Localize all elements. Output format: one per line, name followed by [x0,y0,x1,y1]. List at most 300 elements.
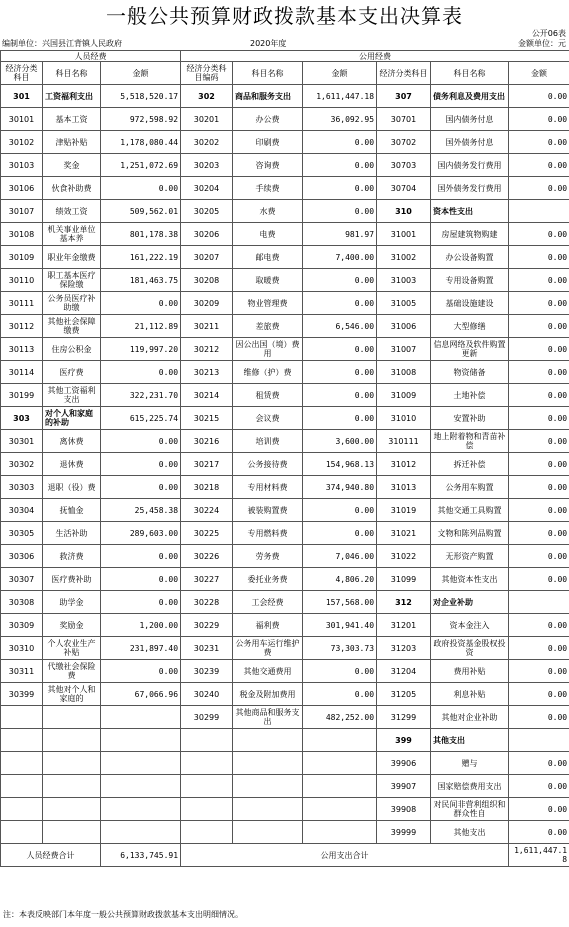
item-name: 其他交通费用 [233,660,303,683]
item-amount: 0.00 [509,614,569,637]
item-amount: 0.00 [509,292,569,315]
item-code: 31002 [377,246,431,269]
item-name: 专用材料费 [233,476,303,499]
item-code: 30240 [181,683,233,706]
item-code [181,798,233,821]
table-row [1,798,569,821]
item-amount: 0.00 [303,407,377,430]
item-name: 物资储备 [431,361,509,384]
item-name: 生活补助 [43,522,101,545]
item-name: 工会经费 [233,591,303,614]
item-name: 救济费 [43,545,101,568]
item-amount: 0.00 [509,269,569,292]
item-amount: 0.00 [509,223,569,246]
table-row [1,315,569,338]
item-code: 30702 [377,131,431,154]
item-amount: 0.00 [509,476,569,499]
item-code: 39907 [377,775,431,798]
col-name: 科目名称 [43,62,101,85]
item-code: 30212 [181,338,233,361]
item-name [233,798,303,821]
item-code: 30206 [181,223,233,246]
item-code: 303 [1,407,43,430]
item-amount: 0.00 [303,338,377,361]
item-code: 30227 [181,568,233,591]
item-name: 国外债务发行费用 [431,177,509,200]
item-amount: 289,603.00 [101,522,181,545]
item-name [43,798,101,821]
item-name: 绩效工资 [43,200,101,223]
item-amount: 0.00 [509,522,569,545]
item-code: 31013 [377,476,431,499]
item-code: 30199 [1,384,43,407]
item-code: 31001 [377,223,431,246]
item-amount: 0.00 [509,407,569,430]
col-code: 经济分类科目编码 [181,62,233,85]
item-amount: 801,178.38 [101,223,181,246]
table-row [1,752,569,775]
item-amount: 0.00 [509,177,569,200]
item-code [181,821,233,844]
item-code: 30701 [377,108,431,131]
item-code: 302 [181,85,233,108]
item-amount: 0.00 [509,637,569,660]
item-amount [509,591,569,614]
item-amount: 509,562.01 [101,200,181,223]
table-row [1,706,569,729]
item-amount: 0.00 [101,591,181,614]
item-code: 30216 [181,430,233,453]
item-code: 30703 [377,154,431,177]
item-amount: 0.00 [101,545,181,568]
table-row [1,177,569,200]
item-amount: 6,546.00 [303,315,377,338]
item-code [1,706,43,729]
item-code: 31019 [377,499,431,522]
item-code: 30215 [181,407,233,430]
item-code: 30225 [181,522,233,545]
item-amount: 0.00 [509,154,569,177]
item-name: 手续费 [233,177,303,200]
item-code [1,729,43,752]
item-code: 30202 [181,131,233,154]
item-name: 政府投资基金股权投资 [431,637,509,660]
item-name: 国内债务付息 [431,108,509,131]
item-amount: 0.00 [101,292,181,315]
item-code: 399 [377,729,431,752]
item-code: 312 [377,591,431,614]
item-code: 31009 [377,384,431,407]
item-name [43,752,101,775]
item-name: 退职（役）费 [43,476,101,499]
item-name: 赠与 [431,752,509,775]
table-row [1,154,569,177]
item-name: 文物和陈列品购置 [431,522,509,545]
public-total-label: 公用支出合计 [181,844,509,867]
item-amount: 0.00 [303,384,377,407]
item-name: 信息网络及软件购置更新 [431,338,509,361]
item-amount: 0.00 [509,315,569,338]
col-name: 科目名称 [233,62,303,85]
item-code: 30302 [1,453,43,476]
table-row [1,223,569,246]
item-amount [303,752,377,775]
table-body [1,85,569,844]
table-row [1,292,569,315]
item-name: 培训费 [233,430,303,453]
col-name: 科目名称 [431,62,509,85]
item-amount: 1,178,080.44 [101,131,181,154]
item-name: 专用设备购置 [431,269,509,292]
item-code: 30107 [1,200,43,223]
item-name: 个人农业生产补贴 [43,637,101,660]
item-amount: 0.00 [101,660,181,683]
item-name: 邮电费 [233,246,303,269]
item-name: 办公设备购置 [431,246,509,269]
item-name: 机关事业单位基本养 [43,223,101,246]
item-code: 30205 [181,200,233,223]
item-name: 基础设施建设 [431,292,509,315]
item-amount: 157,568.00 [303,591,377,614]
item-code: 30218 [181,476,233,499]
item-code: 39908 [377,798,431,821]
item-amount: 4,806.20 [303,568,377,591]
item-amount: 161,222.19 [101,246,181,269]
item-code: 30239 [181,660,233,683]
item-amount: 67,066.96 [101,683,181,706]
item-name [43,729,101,752]
item-amount: 0.00 [101,453,181,476]
item-amount: 73,303.73 [303,637,377,660]
table-row [1,85,569,108]
item-amount: 181,463.75 [101,269,181,292]
item-amount [509,200,569,223]
item-code: 31205 [377,683,431,706]
item-name: 抚恤金 [43,499,101,522]
item-amount: 0.00 [303,154,377,177]
public-header: 公用经费 [181,51,569,62]
item-name: 津贴补贴 [43,131,101,154]
item-amount: 0.00 [509,108,569,131]
item-amount: 322,231.70 [101,384,181,407]
item-amount: 0.00 [303,292,377,315]
item-code: 30201 [181,108,233,131]
table-row [1,361,569,384]
item-code: 30228 [181,591,233,614]
item-code: 30204 [181,177,233,200]
item-code: 30207 [181,246,233,269]
report-title: 一般公共预算财政拨款基本支出决算表 [106,4,463,28]
item-code: 31008 [377,361,431,384]
item-name: 大型修缮 [431,315,509,338]
item-code [1,752,43,775]
footnote: 注：本表反映部门本年度一般公共预算财政拨款基本支出明细情况。 [3,910,243,919]
col-amount: 金额 [509,62,569,85]
item-code: 39999 [377,821,431,844]
item-code: 30310 [1,637,43,660]
table-row [1,821,569,844]
item-amount: 0.00 [509,453,569,476]
item-amount [101,821,181,844]
item-code: 30231 [181,637,233,660]
item-name: 差旅费 [233,315,303,338]
item-amount: 0.00 [303,361,377,384]
item-amount: 981.97 [303,223,377,246]
item-name: 房屋建筑物购建 [431,223,509,246]
item-name: 公务接待费 [233,453,303,476]
col-code: 经济分类科目 [1,62,43,85]
item-name: 因公出国（境）费用 [233,338,303,361]
item-code: 30114 [1,361,43,384]
item-name: 土地补偿 [431,384,509,407]
item-name: 其他对企业补助 [431,706,509,729]
item-name: 被装购置费 [233,499,303,522]
item-name: 资本性支出 [431,200,509,223]
item-name: 办公费 [233,108,303,131]
item-code: 30101 [1,108,43,131]
item-amount: 0.00 [509,821,569,844]
col-code: 经济分类科目 [377,62,431,85]
item-code: 30213 [181,361,233,384]
item-code: 30113 [1,338,43,361]
table-row [1,683,569,706]
item-name: 奖励金 [43,614,101,637]
item-code: 30112 [1,315,43,338]
item-name: 福利费 [233,614,303,637]
item-code: 31005 [377,292,431,315]
table-row [1,269,569,292]
item-amount: 154,968.13 [303,453,377,476]
item-name: 专用燃料费 [233,522,303,545]
item-name: 电费 [233,223,303,246]
table-row [1,338,569,361]
item-name: 安置补助 [431,407,509,430]
item-name: 其他交通工具购置 [431,499,509,522]
item-amount: 0.00 [101,177,181,200]
item-code: 30224 [181,499,233,522]
item-name: 国外债务付息 [431,131,509,154]
item-code: 30301 [1,430,43,453]
item-amount: 0.00 [303,131,377,154]
item-code: 30305 [1,522,43,545]
item-name: 奖金 [43,154,101,177]
item-amount: 1,611,447.18 [303,85,377,108]
item-name: 税金及附加费用 [233,683,303,706]
item-name: 医疗费 [43,361,101,384]
item-amount [101,798,181,821]
item-amount: 0.00 [509,430,569,453]
item-code: 310111 [377,430,431,453]
item-code: 30308 [1,591,43,614]
item-code: 30211 [181,315,233,338]
item-name: 其他工资福利支出 [43,384,101,407]
item-name: 医疗费补助 [43,568,101,591]
item-name: 商品和服务支出 [233,85,303,108]
item-code: 30110 [1,269,43,292]
item-code: 31204 [377,660,431,683]
item-code: 30109 [1,246,43,269]
item-amount: 0.00 [509,361,569,384]
item-amount: 0.00 [509,706,569,729]
item-code: 30303 [1,476,43,499]
table-row [1,476,569,499]
item-amount: 0.00 [303,177,377,200]
item-amount [101,752,181,775]
item-code: 30217 [181,453,233,476]
item-amount [303,775,377,798]
item-code: 31099 [377,568,431,591]
item-code: 31022 [377,545,431,568]
item-name: 对个人和家庭的补助 [43,407,101,430]
table-row [1,453,569,476]
item-name: 取暖费 [233,269,303,292]
item-name: 其他商品和服务支出 [233,706,303,729]
item-code: 31010 [377,407,431,430]
item-name: 印刷费 [233,131,303,154]
item-code [181,752,233,775]
form-number: 公开06表 [531,29,566,38]
item-name [233,775,303,798]
item-amount: 231,897.40 [101,637,181,660]
item-amount: 1,200.00 [101,614,181,637]
item-name: 其他支出 [431,729,509,752]
item-code [1,798,43,821]
item-code: 30229 [181,614,233,637]
item-name: 水费 [233,200,303,223]
item-name [233,752,303,775]
item-code: 31007 [377,338,431,361]
table-row [1,407,569,430]
item-name: 费用补贴 [431,660,509,683]
item-amount: 5,518,520.17 [101,85,181,108]
item-code [181,729,233,752]
item-amount: 0.00 [509,246,569,269]
item-code: 301 [1,85,43,108]
personnel-total-value: 6,133,745.91 [101,844,181,867]
item-name: 公务员医疗补助缴 [43,292,101,315]
item-code: 30102 [1,131,43,154]
compiling-unit: 编制单位：兴国县江背镇人民政府 [2,39,122,48]
table-row [1,499,569,522]
item-amount [101,706,181,729]
col-amount: 金额 [303,62,377,85]
item-amount: 0.00 [509,683,569,706]
item-name: 会议费 [233,407,303,430]
item-amount: 0.00 [509,775,569,798]
item-code: 30208 [181,269,233,292]
table-row [1,131,569,154]
item-amount: 119,997.20 [101,338,181,361]
item-amount: 0.00 [509,384,569,407]
item-name [43,821,101,844]
personnel-total-label: 人员经费合计 [1,844,101,867]
item-amount: 1,251,072.69 [101,154,181,177]
item-code: 30226 [181,545,233,568]
item-amount: 7,400.00 [303,246,377,269]
item-code: 31006 [377,315,431,338]
item-amount: 972,598.92 [101,108,181,131]
item-amount: 0.00 [509,499,569,522]
item-name: 对民间非营利组织和群众性自 [431,798,509,821]
item-amount [303,729,377,752]
table-row [1,591,569,614]
item-name: 公务用车购置 [431,476,509,499]
item-name: 住房公积金 [43,338,101,361]
item-amount: 0.00 [509,798,569,821]
item-name: 国内债务发行费用 [431,154,509,177]
item-amount [101,729,181,752]
item-amount [101,775,181,798]
item-amount: 615,225.74 [101,407,181,430]
item-name: 其他支出 [431,821,509,844]
item-amount: 0.00 [509,752,569,775]
item-name: 助学金 [43,591,101,614]
item-amount: 0.00 [303,200,377,223]
item-code [1,775,43,798]
item-name: 委托业务费 [233,568,303,591]
item-name: 资本金注入 [431,614,509,637]
item-amount: 0.00 [101,568,181,591]
table-row [1,200,569,223]
item-amount: 0.00 [303,269,377,292]
item-code [181,775,233,798]
item-code: 31003 [377,269,431,292]
item-code: 30311 [1,660,43,683]
table-row [1,729,569,752]
item-name: 对企业补助 [431,591,509,614]
item-code: 30299 [181,706,233,729]
item-amount: 25,458.38 [101,499,181,522]
item-name [43,706,101,729]
item-name: 劳务费 [233,545,303,568]
item-name: 基本工资 [43,108,101,131]
item-name [233,821,303,844]
item-code: 31012 [377,453,431,476]
item-amount: 0.00 [101,361,181,384]
item-amount [303,821,377,844]
table-row [1,775,569,798]
item-amount: 0.00 [101,430,181,453]
expenditure-table [0,50,569,867]
item-code: 30209 [181,292,233,315]
item-code: 30309 [1,614,43,637]
item-code: 31021 [377,522,431,545]
item-name: 职业年金缴费 [43,246,101,269]
item-code: 30103 [1,154,43,177]
item-code: 30111 [1,292,43,315]
item-code: 310 [377,200,431,223]
item-name: 代缴社会保险费 [43,660,101,683]
personnel-header: 人员经费 [1,51,181,62]
table-row [1,430,569,453]
item-name: 其他社会保障缴费 [43,315,101,338]
item-name: 利息补贴 [431,683,509,706]
item-name: 离休费 [43,430,101,453]
money-unit: 金额单位：元 [518,39,566,48]
table-row [1,614,569,637]
item-amount: 0.00 [509,545,569,568]
item-name: 拆迁补偿 [431,453,509,476]
item-amount: 7,046.00 [303,545,377,568]
item-amount: 21,112.89 [101,315,181,338]
item-code: 30704 [377,177,431,200]
item-amount: 0.00 [303,522,377,545]
item-code: 307 [377,85,431,108]
public-total-value: 1,611,447.18 [509,844,569,867]
table-row [1,660,569,683]
item-name: 职工基本医疗保险缴 [43,269,101,292]
item-name: 国家赔偿费用支出 [431,775,509,798]
